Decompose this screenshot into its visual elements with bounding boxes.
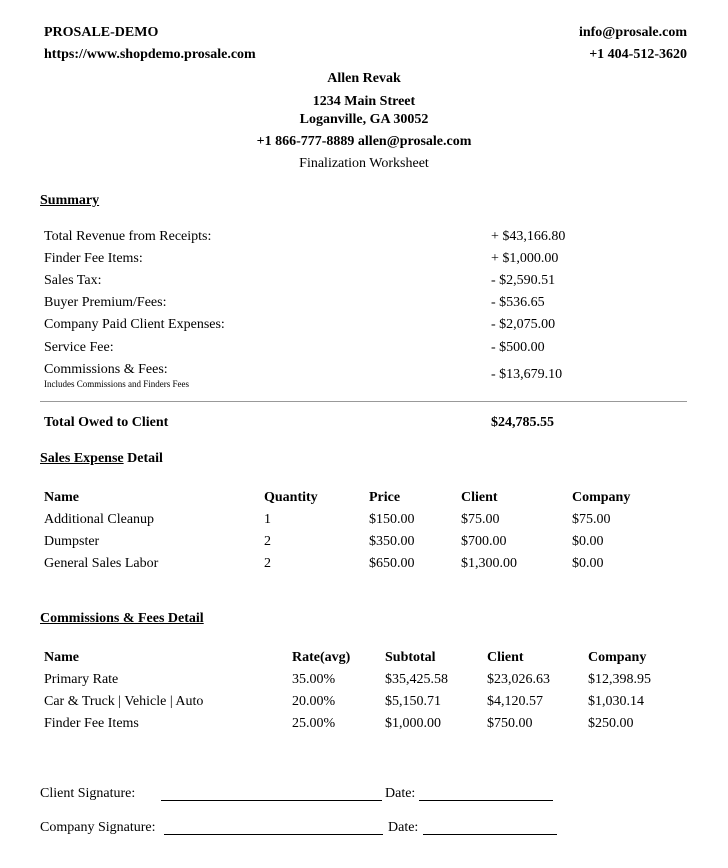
client-name: Allen Revak xyxy=(327,71,401,86)
company-signature-label: Company Signature: xyxy=(40,820,156,835)
table-cell: $250.00 xyxy=(588,716,634,731)
column-header: Name xyxy=(44,490,79,505)
table-cell: 25.00% xyxy=(292,716,336,731)
client-street: 1234 Main Street xyxy=(312,94,416,109)
column-header: Company xyxy=(588,650,647,665)
company-phone: +1 404-512-3620 xyxy=(589,47,687,62)
client-contact: +1 866-777-8889 allen@prosale.com xyxy=(256,134,472,149)
summary-value: - $13,679.10 xyxy=(491,367,563,382)
summary-heading: Summary xyxy=(40,193,100,208)
summary-label: Total Revenue from Receipts: xyxy=(44,229,212,244)
column-header: Client xyxy=(487,650,524,665)
commission-note: Includes Commissions and Finders Fees xyxy=(44,379,189,389)
table-cell: 20.00% xyxy=(292,694,336,709)
client-city-state-zip: Loganville, GA 30052 xyxy=(299,112,429,127)
table-cell: 1 xyxy=(264,512,271,527)
table-cell: Dumpster xyxy=(44,534,100,549)
client-date-label: Date: xyxy=(385,786,416,801)
column-header: Company xyxy=(572,490,631,505)
table-cell: $1,000.00 xyxy=(385,716,441,731)
summary-label: Commissions & Fees: xyxy=(44,362,168,377)
summary-value: + $43,166.80 xyxy=(491,229,566,244)
sales-expense-heading-rest: Detail xyxy=(123,451,163,466)
table-cell: $4,120.57 xyxy=(487,694,543,709)
table-cell: $1,300.00 xyxy=(461,556,517,571)
company-name: PROSALE-DEMO xyxy=(44,25,159,40)
summary-divider xyxy=(40,401,687,402)
summary-value: - $536.65 xyxy=(491,295,545,310)
total-label: Total Owed to Client xyxy=(44,415,169,430)
summary-label: Company Paid Client Expenses: xyxy=(44,317,225,332)
table-cell: $1,030.14 xyxy=(588,694,644,709)
table-cell: $650.00 xyxy=(369,556,415,571)
summary-label: Service Fee: xyxy=(44,340,114,355)
client-date-line[interactable] xyxy=(419,800,553,801)
company-website: https://www.shopdemo.prosale.com xyxy=(44,47,256,62)
table-cell: $0.00 xyxy=(572,556,604,571)
company-signature-line[interactable] xyxy=(164,834,383,835)
summary-label: Finder Fee Items: xyxy=(44,251,143,266)
column-header: Subtotal xyxy=(385,650,436,665)
table-cell: $75.00 xyxy=(572,512,611,527)
table-cell: Finder Fee Items xyxy=(44,716,139,731)
table-cell: Primary Rate xyxy=(44,672,119,687)
table-cell: 35.00% xyxy=(292,672,336,687)
table-cell: 2 xyxy=(264,534,271,549)
table-cell: 2 xyxy=(264,556,271,571)
table-cell: $12,398.95 xyxy=(588,672,651,687)
total-value: $24,785.55 xyxy=(491,415,554,430)
client-signature-label: Client Signature: xyxy=(40,786,136,801)
table-cell: $0.00 xyxy=(572,534,604,549)
company-email: info@prosale.com xyxy=(578,25,687,40)
table-cell: $35,425.58 xyxy=(385,672,448,687)
column-header: Name xyxy=(44,650,79,665)
document-title: Finalization Worksheet xyxy=(299,156,429,171)
table-cell: $750.00 xyxy=(487,716,533,731)
sales-expense-heading-underlined: Sales Expense xyxy=(40,451,124,466)
table-cell: General Sales Labor xyxy=(44,556,159,571)
summary-value: - $2,590.51 xyxy=(491,273,556,288)
summary-value: - $2,075.00 xyxy=(491,317,556,332)
column-header: Price xyxy=(369,490,401,505)
table-cell: $350.00 xyxy=(369,534,415,549)
table-cell: $700.00 xyxy=(461,534,507,549)
column-header: Client xyxy=(461,490,498,505)
client-signature-line[interactable] xyxy=(161,800,382,801)
commissions-heading: Commissions & Fees Detail xyxy=(40,611,204,626)
summary-value: + $1,000.00 xyxy=(491,251,559,266)
column-header: Rate(avg) xyxy=(292,650,351,665)
table-cell: $150.00 xyxy=(369,512,415,527)
table-cell: $5,150.71 xyxy=(385,694,441,709)
table-cell: Additional Cleanup xyxy=(44,512,155,527)
table-cell: $75.00 xyxy=(461,512,500,527)
summary-label: Buyer Premium/Fees: xyxy=(44,295,167,310)
company-date-line[interactable] xyxy=(423,834,557,835)
table-cell: $23,026.63 xyxy=(487,672,550,687)
sales-expense-heading xyxy=(40,451,163,467)
column-header: Quantity xyxy=(264,490,318,505)
table-cell: Car & Truck | Vehicle | Auto xyxy=(44,694,204,709)
company-date-label: Date: xyxy=(388,820,419,835)
summary-label: Sales Tax: xyxy=(44,273,102,288)
summary-value: - $500.00 xyxy=(491,340,545,355)
